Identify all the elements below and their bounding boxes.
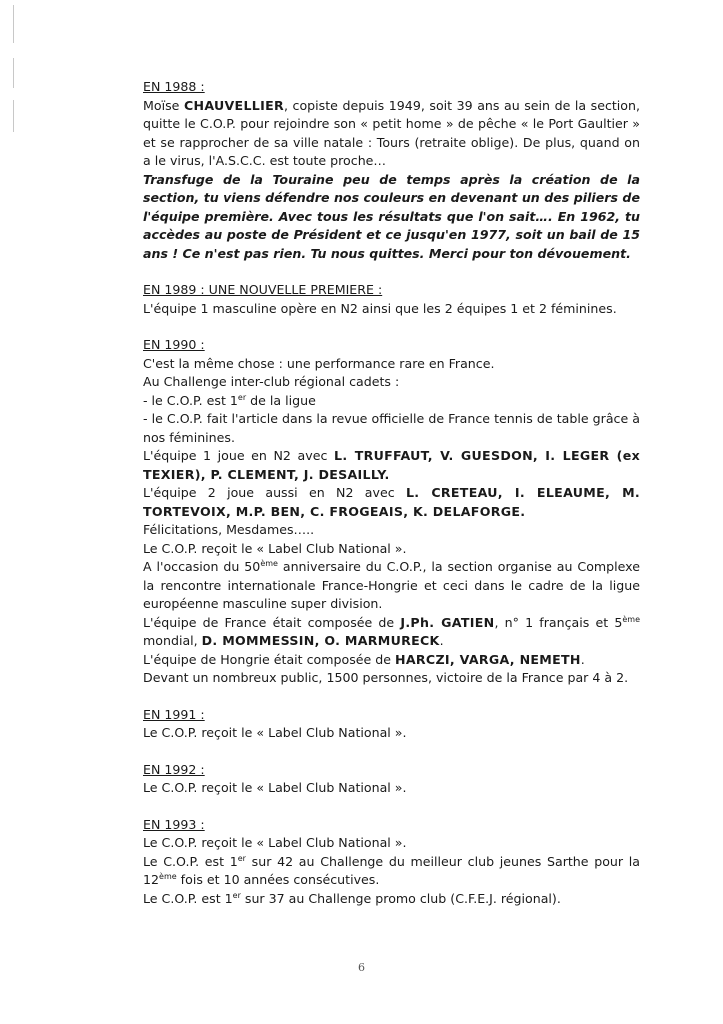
text: - le C.O.P. est 1 bbox=[143, 392, 238, 408]
text: mondial, bbox=[143, 633, 202, 648]
spacer bbox=[143, 688, 640, 706]
paragraph: Le C.O.P. reçoit le « Label Club National ». bbox=[143, 725, 407, 740]
paragraph: Le C.O.P. reçoit le « Label Club National ». bbox=[143, 780, 407, 795]
tribute-paragraph: Transfuge de la Touraine peu de temps après la création de la section, tu viens défendre nos couleurs en devenant un des piliers de l'équipe première. Avec tous les résultats que l'on sait…. En 1962, tu accèdes au poste de Président et ce jusqu'en 1977, soit un bail de 15 ans ! Ce n'est pas rien. Tu nous quittes. Merci pour ton dévouement. bbox=[143, 171, 640, 261]
paragraph bbox=[143, 890, 640, 909]
person-name: CHAUVELLIER bbox=[183, 97, 284, 113]
section-heading: EN 1991 : bbox=[143, 706, 205, 722]
spacer bbox=[143, 263, 640, 281]
text: fois et 10 années consécutives. bbox=[176, 872, 380, 887]
paragraph: Le C.O.P. reçoit le « Label Club National ». bbox=[143, 540, 407, 556]
section-1993 bbox=[143, 816, 640, 909]
text: de la ligue bbox=[246, 392, 316, 408]
text: sur 42 au Challenge du meilleur club jeunes Sarthe pour la 12 bbox=[143, 853, 641, 887]
scan-edge-mark bbox=[13, 58, 14, 88]
ordinal-suffix: ème bbox=[260, 558, 278, 568]
section-heading: EN 1993 : bbox=[143, 816, 205, 832]
ordinal-suffix: ème bbox=[622, 614, 640, 624]
player-names: HARCZI, VARGA, NEMETH bbox=[395, 651, 581, 667]
paragraph bbox=[143, 614, 640, 651]
ordinal-suffix: er bbox=[232, 890, 241, 900]
text: L'équipe 2 joue aussi en N2 avec bbox=[143, 485, 406, 500]
paragraph: Le C.O.P. reçoit le « Label Club National ». bbox=[143, 835, 407, 850]
paragraph bbox=[143, 853, 640, 890]
paragraph bbox=[143, 484, 640, 521]
list-line: - le C.O.P. fait l'article dans la revue officielle de France tennis de table grâce à nos féminines. bbox=[143, 411, 640, 445]
section-heading: EN 1988 : bbox=[143, 79, 205, 94]
section-heading: EN 1992 : bbox=[143, 761, 205, 777]
spacer bbox=[143, 743, 640, 761]
paragraph bbox=[143, 558, 640, 614]
player-name: J.Ph. GATIEN bbox=[400, 614, 495, 630]
paragraph: Félicitations, Mesdames….. bbox=[143, 522, 315, 537]
scan-edge-mark bbox=[13, 5, 14, 43]
section-1992 bbox=[143, 761, 640, 798]
text: Le C.O.P. est 1 bbox=[143, 853, 238, 869]
section-heading: EN 1990 : bbox=[143, 337, 205, 352]
paragraph: Au Challenge inter-club régional cadets : bbox=[143, 374, 400, 389]
player-names: L. TRUFFAUT, V. GUESDON, I. LEGER (ex TEXIER), P. CLEMENT, J. DESAILLY. bbox=[143, 448, 641, 482]
ordinal-suffix: ème bbox=[159, 871, 177, 881]
section-1988 bbox=[143, 78, 640, 263]
scan-edge-mark bbox=[13, 100, 14, 132]
player-names: L. CRETEAU, I. ELEAUME, M. TORTEVOIX, M.P. BEN, C. FROGEAIS, K. DELAFORGE. bbox=[143, 485, 640, 519]
page-number: 6 bbox=[358, 961, 365, 974]
text: Le C.O.P. est 1 bbox=[143, 890, 233, 906]
paragraph: Devant un nombreux public, 1500 personnes, victoire de la France par 4 à 2. bbox=[143, 670, 629, 685]
text: L'équipe de Hongrie était composée de bbox=[143, 651, 396, 667]
text: L'équipe 1 joue en N2 avec bbox=[143, 448, 334, 463]
spacer bbox=[143, 798, 640, 816]
ordinal-suffix: er bbox=[237, 392, 247, 402]
text: A l'occasion du 50 bbox=[143, 559, 261, 574]
paragraph: L'équipe 1 masculine opère en N2 ainsi que les 2 équipes 1 et 2 féminines. bbox=[143, 300, 617, 316]
text: anniversaire du C.O.P., la section organise au Complexe la rencontre internationale France-Hongrie et ceci dans le cadre de la ligue européenne masculine super division. bbox=[143, 559, 640, 611]
paragraph bbox=[143, 651, 640, 670]
paragraph bbox=[143, 97, 640, 171]
list-line bbox=[143, 392, 640, 411]
section-1989 bbox=[143, 281, 640, 318]
document-page bbox=[143, 78, 640, 908]
paragraph: C'est la même chose : une performance rare en France. bbox=[143, 355, 495, 371]
text: sur 37 au Challenge promo club (C.F.E.J. régional). bbox=[240, 890, 561, 906]
section-1990 bbox=[143, 336, 640, 688]
section-heading: EN 1989 : UNE NOUVELLE PREMIERE : bbox=[143, 282, 383, 297]
text: , copiste depuis 1949, soit 39 ans au sein de la section, quitte le C.O.P. pour rejoindre son « petit home » de pêche « le Port Gaultier » et se rapprocher de sa ville natale : Tours (retraite oblige). De plus, quand on a le virus, l'A.S.C.C. est toute proche… bbox=[143, 97, 640, 168]
text: L'équipe de France était composée de bbox=[143, 614, 401, 630]
text: Moïse bbox=[143, 97, 184, 113]
text: . bbox=[580, 651, 585, 667]
section-1991 bbox=[143, 706, 640, 743]
ordinal-suffix: er bbox=[237, 853, 246, 863]
text: , n° 1 français et 5 bbox=[494, 614, 623, 630]
spacer bbox=[143, 318, 640, 336]
text: . bbox=[439, 633, 444, 648]
player-names: D. MOMMESSIN, O. MARMURECK bbox=[201, 633, 440, 648]
paragraph bbox=[143, 447, 640, 484]
